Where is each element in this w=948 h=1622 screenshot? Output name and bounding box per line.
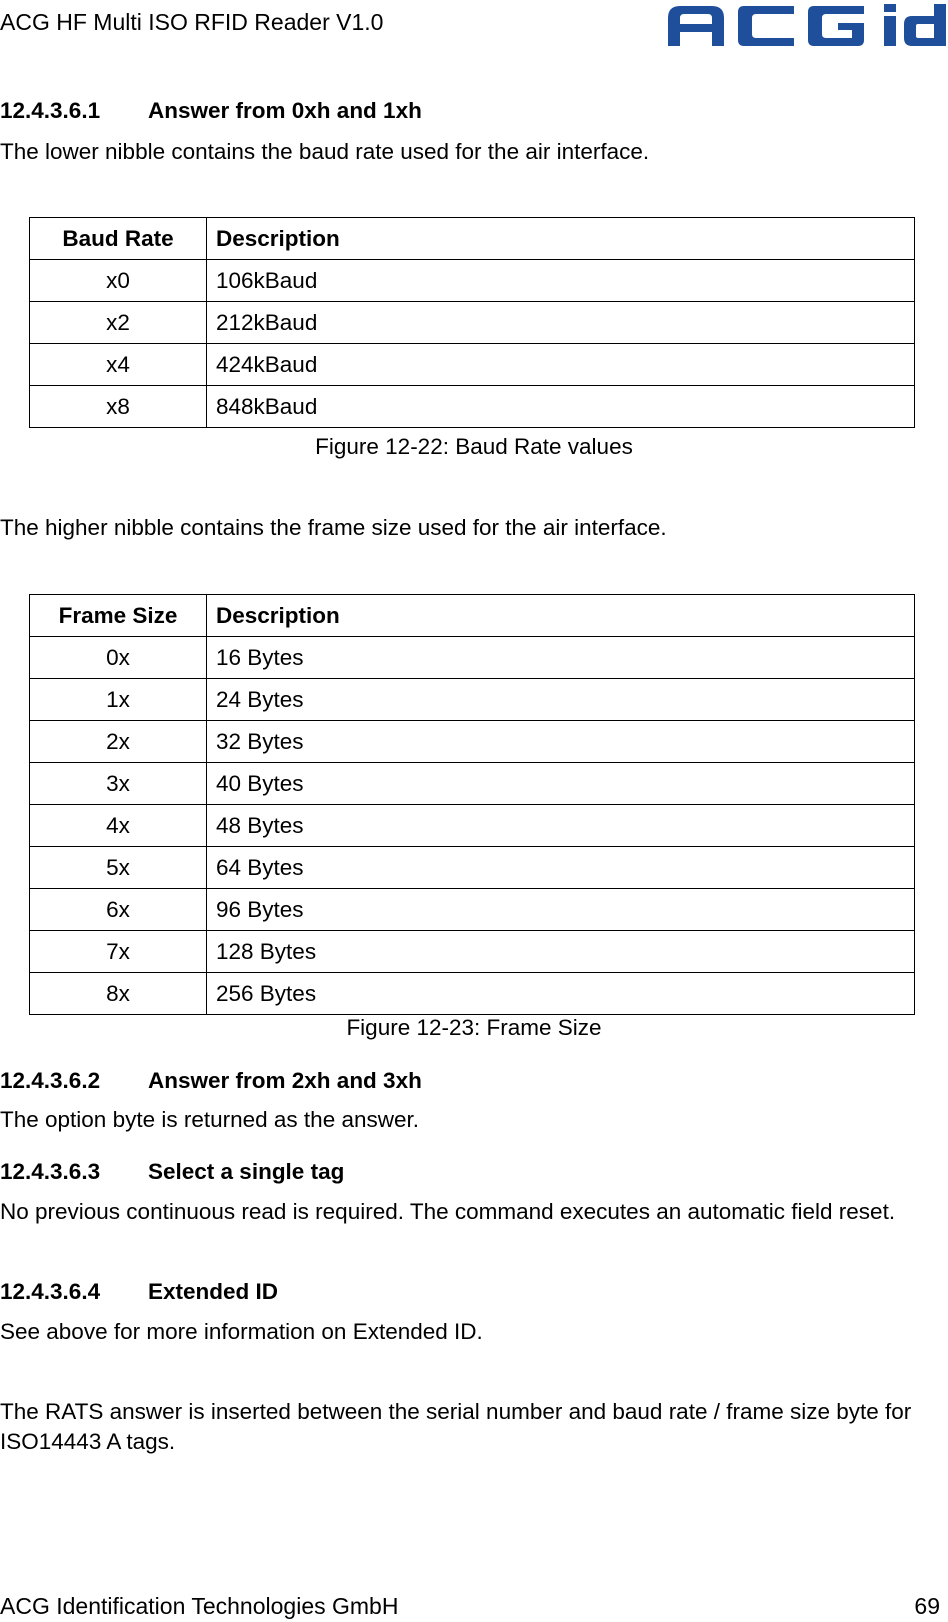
table-cell: 48 Bytes <box>207 805 915 847</box>
paragraph: The lower nibble contains the baud rate used for the air interface. <box>0 139 650 164</box>
table-cell: 128 Bytes <box>207 931 915 973</box>
table-row <box>30 847 915 889</box>
table-cell: 7x <box>30 931 207 973</box>
table-cell: 24 Bytes <box>207 679 915 721</box>
table-row <box>30 344 915 386</box>
table-row <box>30 679 915 721</box>
table-cell: 96 Bytes <box>207 889 915 931</box>
table-cell: 848kBaud <box>207 386 915 428</box>
table-header-row <box>30 218 915 260</box>
section-heading <box>0 1278 278 1306</box>
table-cell: 4x <box>30 805 207 847</box>
table-cell: 0x <box>30 637 207 679</box>
table-row <box>30 931 915 973</box>
table-cell: x2 <box>30 302 207 344</box>
paragraph: The option byte is returned as the answer. <box>0 1107 419 1132</box>
section-heading <box>0 1067 422 1095</box>
frame-size-table <box>29 594 915 1015</box>
paragraph: See above for more information on Extended ID. <box>0 1319 483 1344</box>
table-row <box>30 637 915 679</box>
figure-caption: Figure 12-23: Frame Size <box>346 1015 602 1040</box>
paragraph: No previous continuous read is required. The command executes an automatic field reset. <box>0 1199 896 1224</box>
section-heading <box>0 1158 344 1186</box>
document-header-title: ACG HF Multi ISO RFID Reader V1.0 <box>0 9 384 35</box>
table-cell: 2x <box>30 721 207 763</box>
section-title: Answer from 2xh and 3xh <box>148 1068 422 1093</box>
table-cell: 3x <box>30 763 207 805</box>
table-cell: 8x <box>30 973 207 1015</box>
table-cell: 106kBaud <box>207 260 915 302</box>
table-row <box>30 973 915 1015</box>
table-row <box>30 763 915 805</box>
table-cell: 6x <box>30 889 207 931</box>
table-row <box>30 302 915 344</box>
table-header-cell: Frame Size <box>30 595 207 637</box>
table-header-cell: Description <box>207 218 915 260</box>
table-cell: 16 Bytes <box>207 637 915 679</box>
table-cell: 64 Bytes <box>207 847 915 889</box>
table-cell: 5x <box>30 847 207 889</box>
table-cell: x0 <box>30 260 207 302</box>
figure-caption: Figure 12-22: Baud Rate values <box>315 434 633 459</box>
section-number: 12.4.3.6.4 <box>0 1279 101 1304</box>
table-row <box>30 889 915 931</box>
table-row <box>30 386 915 428</box>
table-cell: 40 Bytes <box>207 763 915 805</box>
table-header-cell: Baud Rate <box>30 218 207 260</box>
section-number: 12.4.3.6.2 <box>0 1068 101 1093</box>
section-title: Select a single tag <box>148 1159 345 1184</box>
table-cell: 424kBaud <box>207 344 915 386</box>
table-cell: x4 <box>30 344 207 386</box>
section-number: 12.4.3.6.3 <box>0 1159 101 1184</box>
table-cell: 1x <box>30 679 207 721</box>
section-number: 12.4.3.6.1 <box>0 98 101 123</box>
table-cell: 32 Bytes <box>207 721 915 763</box>
section-title: Extended ID <box>148 1279 279 1304</box>
table-row <box>30 721 915 763</box>
table-cell: 256 Bytes <box>207 973 915 1015</box>
table-header-cell: Description <box>207 595 915 637</box>
section-heading <box>0 97 422 125</box>
footer-company: ACG Identification Technologies GmbH <box>0 1593 399 1619</box>
table-cell: 212kBaud <box>207 302 915 344</box>
baud-rate-table <box>29 217 915 428</box>
table-header-row <box>30 595 915 637</box>
paragraph: The RATS answer is inserted between the serial number and baud rate / frame size byte for ISO14443 A tags. <box>0 1399 912 1454</box>
page-number: 69 <box>914 1593 940 1619</box>
acg-id-logo <box>666 0 948 52</box>
table-row <box>30 260 915 302</box>
paragraph: The higher nibble contains the frame size used for the air interface. <box>0 515 667 540</box>
table-row <box>30 805 915 847</box>
table-cell: x8 <box>30 386 207 428</box>
section-title: Answer from 0xh and 1xh <box>148 98 422 123</box>
